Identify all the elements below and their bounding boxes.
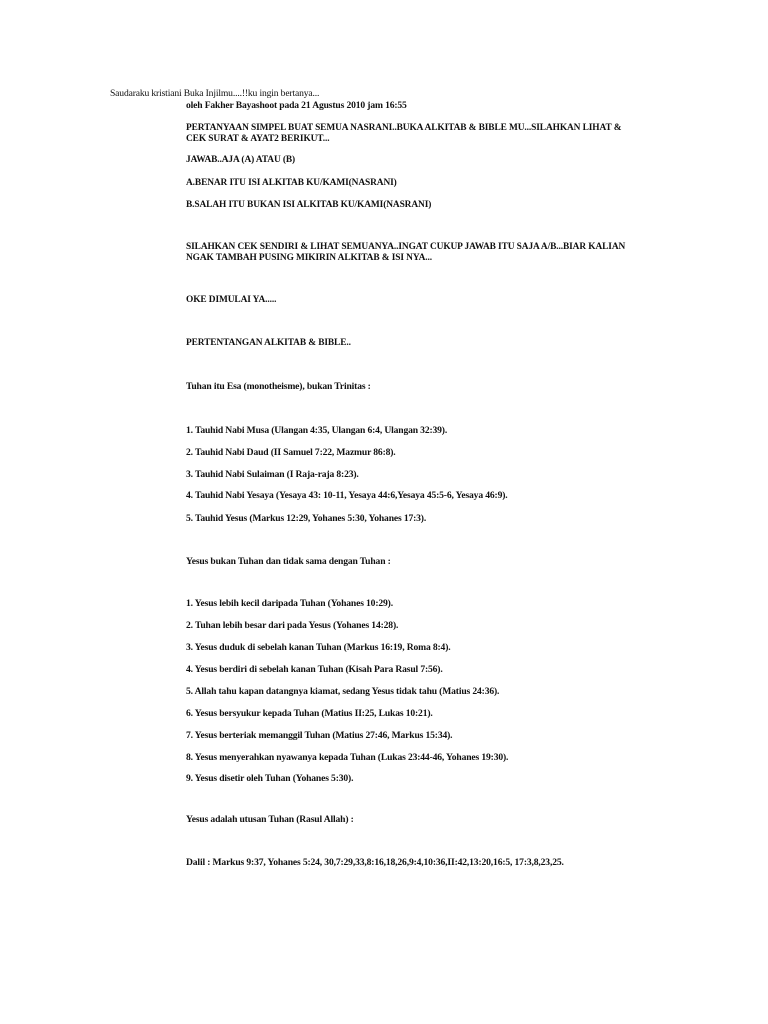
section-heading-yesus-bukan-tuhan: Yesus bukan Tuhan dan tidak sama dengan Tuhan : xyxy=(186,556,391,567)
list-item: 3. Tauhid Nabi Sulaiman (I Raja-raja 8:23). xyxy=(186,469,359,480)
list-item: 6. Yesus bersyukur kepada Tuhan (Matius II:25, Lukas 10:21). xyxy=(186,708,433,719)
list-item: 3. Yesus duduk di sebelah kanan Tuhan (Markus 16:19, Roma 8:4). xyxy=(186,642,451,653)
list-item: 8. Yesus menyerahkan nyawanya kepada Tuhan (Lukas 23:44-46, Yohanes 19:30). xyxy=(186,752,509,763)
list-item: 5. Allah tahu kapan datangnya kiamat, sedang Yesus tidak tahu (Matius 24:36). xyxy=(186,686,500,697)
list-item: 2. Tauhid Nabi Daud (II Samuel 7:22, Mazmur 86:8). xyxy=(186,447,396,458)
document-byline: oleh Fakher Bayashoot pada 21 Agustus 2010 jam 16:55 xyxy=(186,100,407,111)
section-heading-rasul-allah: Yesus adalah utusan Tuhan (Rasul Allah) : xyxy=(186,814,354,825)
intro-question-line-1: PERTANYAAN SIMPEL BUAT SEMUA NASRANI..BUKA ALKITAB & BIBLE MU...SILAHKAN LIHAT & xyxy=(186,123,622,133)
intro-instruction-line-2: NGAK TAMBAH PUSING MIKIRIN ALKITAB & ISI NYA... xyxy=(186,253,433,263)
intro-instruction-line-1: SILAHKAN CEK SENDIRI & LIHAT SEMUANYA..INGAT CUKUP JAWAB ITU SAJA A/B...BIAR KALIAN xyxy=(186,242,626,252)
intro-option-a: A.BENAR ITU ISI ALKITAB KU/KAMI(NASRANI) xyxy=(186,178,397,188)
list-item: 9. Yesus disetir oleh Tuhan (Yohanes 5:30). xyxy=(186,773,354,784)
section-heading-monotheism: Tuhan itu Esa (monotheisme), bukan Trinitas : xyxy=(186,381,371,392)
list-item: 5. Tauhid Yesus (Markus 12:29, Yohanes 5:30, Yohanes 17:3). xyxy=(186,513,427,524)
intro-question-line-2: CEK SURAT & AYAT2 BERIKUT... xyxy=(186,134,330,144)
intro-heading: PERTENTANGAN ALKITAB & BIBLE.. xyxy=(186,338,351,348)
dalil-references: Dalil : Markus 9:37, Yohanes 5:24, 30,7:29,33,8:16,18,26,9:4,10:36,II:42,13:20,16:5, 17:3,8,23,25. xyxy=(186,857,564,868)
intro-start: OKE DIMULAI YA..... xyxy=(186,295,277,305)
list-item: 4. Yesus berdiri di sebelah kanan Tuhan (Kisah Para Rasul 7:56). xyxy=(186,664,443,675)
list-item: 7. Yesus berteriak memanggil Tuhan (Matius 27:46, Markus 15:34). xyxy=(186,730,453,741)
document-title: Saudaraku kristiani Buka Injilmu....!!ku ingin bertanya... xyxy=(110,88,320,99)
intro-answer-prompt: JAWAB..AJA (A) ATAU (B) xyxy=(186,155,296,165)
list-item: 1. Yesus lebih kecil daripada Tuhan (Yohanes 10:29). xyxy=(186,598,393,609)
intro-option-b: B.SALAH ITU BUKAN ISI ALKITAB KU/KAMI(NASRANI) xyxy=(186,200,432,210)
list-item: 2. Tuhan lebih besar dari pada Yesus (Yohanes 14:28). xyxy=(186,620,399,631)
list-item: 4. Tauhid Nabi Yesaya (Yesaya 43: 10-11, Yesaya 44:6,Yesaya 45:5-6, Yesaya 46:9). xyxy=(186,490,508,501)
list-item: 1. Tauhid Nabi Musa (Ulangan 4:35, Ulangan 6:4, Ulangan 32:39). xyxy=(186,425,448,436)
